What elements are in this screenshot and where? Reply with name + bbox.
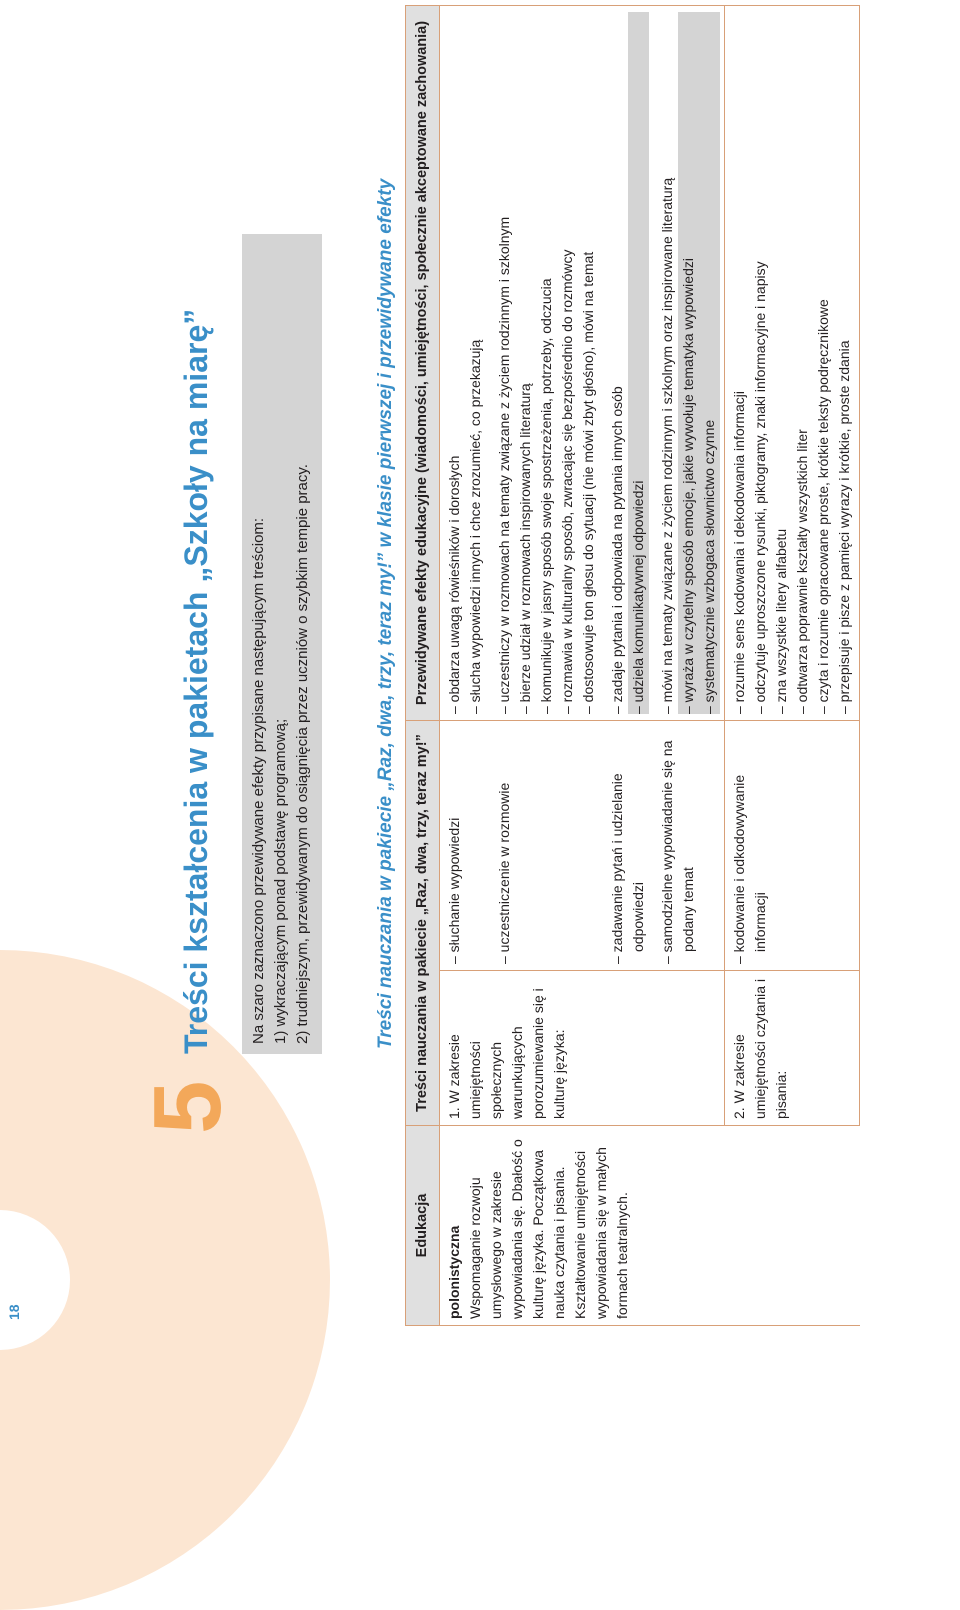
education-name: polonistyczna [446, 1225, 462, 1319]
effect-item: – odtwarza poprawnie kształty wszystkich liter [792, 12, 813, 714]
intro-line: 1) wykraczającym ponad podstawę programową; [272, 718, 289, 1044]
education-description: Wspomaganie rozwoju umysłowego w zakresie wypowiadania się. Dbałość o kulturę języka. Początkowa nauka czytania i pisania. Kształtowanie umiejętności wypowiadania się w małych formach teatralnych. [467, 1139, 630, 1319]
effect-item: – zadaje pytania i odpowiada na pytania innych osób [607, 12, 628, 714]
effect-item: – czyta i rozumie opracowane proste, krótkie teksty podręcznikowe [813, 12, 834, 714]
section-label: 2. W zakresie umiejętności czytania i pisania: [725, 971, 860, 1126]
chapter-number: 5 [134, 1080, 241, 1134]
intro-line: Na szaro zaznaczono przewidywane efekty przypisane następującym treściom: [250, 517, 267, 1044]
table-row [440, 6, 491, 1326]
effect-item: – rozmawia w kulturalny sposób, zwracając się bezpośrednio do rozmówcy [557, 12, 578, 714]
content-cell [440, 721, 491, 971]
intro-line: 2) trudniejszym, przewidywanym do osiągnięcia przez uczniów o szybkim tempie pracy. [294, 464, 311, 1044]
effect-item: – rozumie sens kodowania i dekodowania informacji [729, 12, 750, 714]
content-item: – kodowanie i odkodowywanie informacji [729, 727, 771, 964]
effect-item-advanced: – systematycznie wzbogaca słownictwo czynne [699, 12, 720, 714]
effect-item: – słucha wypowiedzi innych i chce zrozumieć, co przekazują [465, 12, 486, 714]
chapter-title: Treści kształcenia w pakietach „Szkoły na miarę” [178, 308, 214, 1054]
effect-item: – dostosowuje ton głosu do sytuacji (nie mówi zbyt głośno), mówi na temat [578, 12, 599, 714]
content-item: – samodzielne wypowiadanie się na podany temat [657, 727, 699, 964]
effect-item: – odczytuje uproszczone rysunki, piktogramy, znaki informacyjne i napisy [750, 12, 771, 714]
effect-item-advanced: – udziela komunikatywnej odpowiedzi [628, 12, 649, 714]
section-label: 1. W zakresie umiejętności społecznych warunkujących porozumiewanie się i kulturę języka: [440, 971, 725, 1126]
content-cell [603, 721, 653, 971]
content-item: – słuchanie wypowiedzi [444, 727, 465, 964]
effect-item: – zna wszystkie litery alfabetu [771, 12, 792, 714]
effect-item: – komunikuje w jasny sposób swoje spostrzeżenia, potrzeby, odczucia [536, 12, 557, 714]
curriculum-table [405, 5, 860, 1326]
header-effects: Przewidywane efekty edukacyjne (wiadomości, umiejętności, społecznie akceptowane zachowania) [406, 6, 440, 721]
effects-cell [603, 6, 653, 721]
effect-item: – uczestniczy w rozmowach na tematy związane z życiem rodzinnym i szkolnym [494, 12, 515, 714]
page-number: 18 [6, 1304, 22, 1320]
effects-cell [490, 6, 603, 721]
table-header-row [406, 6, 440, 1326]
content-item: – zadawanie pytań i udzielanie odpowiedzi [607, 727, 649, 964]
effects-cell [725, 6, 860, 721]
education-cell [440, 1126, 860, 1326]
effect-item: – mówi na tematy związane z życiem rodzinnym i szkolnym oraz inspirowane literaturą [657, 12, 678, 714]
effects-cell [440, 6, 491, 721]
effect-item: – obdarza uwagą rówieśników i dorosłych [444, 12, 465, 714]
effect-item: – bierze udział w rozmowach inspirowanych literaturą [515, 12, 536, 714]
effect-item: – przepisuje i pisze z pamięci wyrazy i krótkie, proste zdania [834, 12, 855, 714]
effects-cell [653, 6, 725, 721]
header-contents: Treści nauczania w pakiecie „Raz, dwa, trzy, teraz my!” [406, 721, 440, 1126]
content-cell [490, 721, 603, 971]
content-item: – uczestniczenie w rozmowie [494, 727, 515, 964]
header-education: Edukacja [406, 1126, 440, 1326]
section-title: Treści nauczania w pakiecie „Raz, dwa, trzy, teraz my!” w klasie pierwszej i przewidywane efekty [375, 178, 396, 1049]
content-cell [725, 721, 860, 971]
intro-note [242, 234, 322, 1054]
content-cell [653, 721, 725, 971]
effect-item-advanced: – wyraża w czytelny sposób emocje, jakie wywołuje tematyka wypowiedzi [678, 12, 699, 714]
